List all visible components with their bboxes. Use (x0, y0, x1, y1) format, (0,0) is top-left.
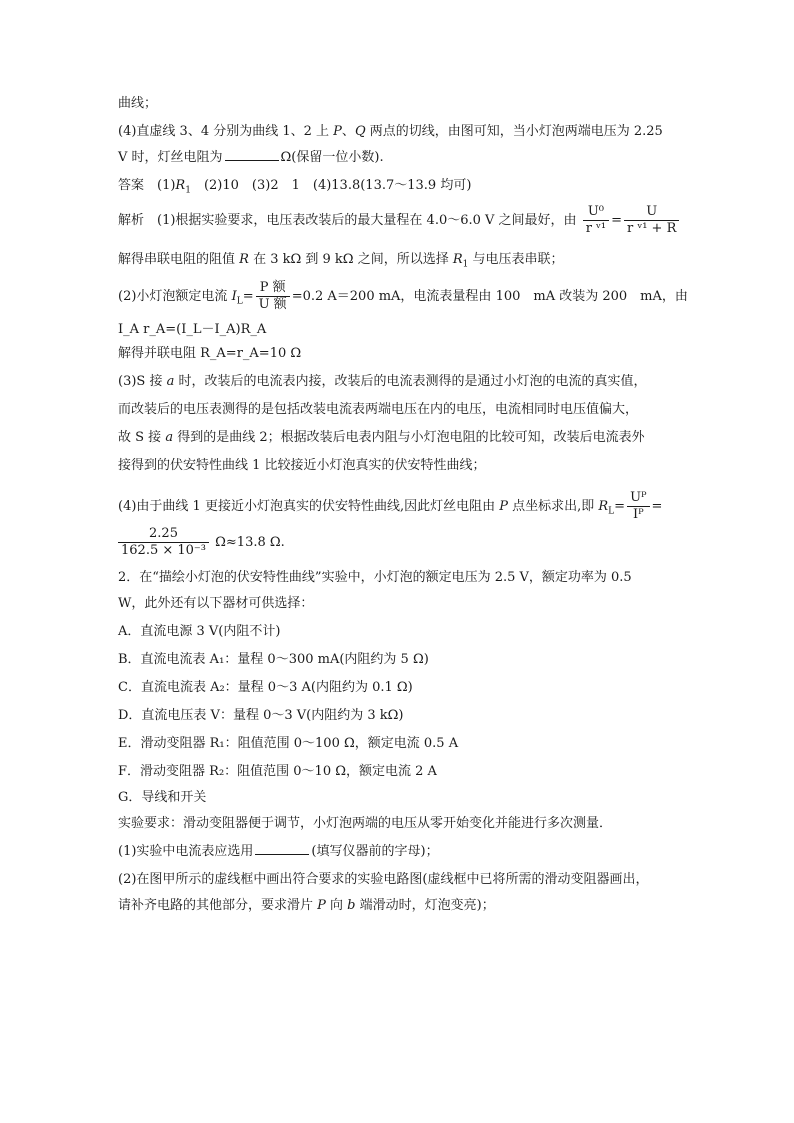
text-fragment: (2)在图甲所示的虚线框中画出符合要求的实验电路图(虚线框中已将所需的滑动变阻器画出， (118, 872, 649, 887)
subquestion-2 (118, 870, 649, 890)
subscript: 1 (185, 185, 191, 196)
text-fragment: 实验要求：滑动变阻器便于调节，小灯泡两端的电压从零开始变化并能进行多次测量． (118, 816, 613, 831)
variable: P (499, 499, 508, 514)
fraction-numerator: 2.25 (118, 526, 209, 543)
text-fragment: 答案 (1) (118, 178, 176, 193)
fraction-denominator: U 额 (258, 297, 287, 312)
text-fragment: 而改装后的电压表测得的是包括改装电流表两端电压在内的电压，电流相同时电压值偏大， (118, 402, 639, 417)
text-fragment: =0.2 A＝200 mA，电流表量程由 100 mA 改装为 200 mA，由 (291, 289, 688, 304)
text-line (118, 250, 564, 270)
option-d (118, 706, 403, 726)
text-fragment: = (242, 289, 254, 304)
variable: I (231, 289, 237, 304)
fraction-denominator: 162.5 × 10⁻³ (121, 543, 206, 558)
text-line (118, 526, 285, 559)
variable: R (239, 252, 249, 267)
text-line (118, 148, 384, 168)
option-text: A．直流电源 3 V(内阻不计) (118, 624, 281, 639)
text-fragment: (3)S 接 (118, 374, 167, 389)
question-line (118, 568, 632, 588)
option-text: G．导线和开关 (118, 790, 207, 805)
answer-blank (255, 842, 309, 855)
subscript: L (236, 296, 243, 307)
text-fragment: 故 S 接 (118, 430, 166, 445)
variable: R (175, 178, 186, 193)
fraction-numerator: Uᴾ (627, 490, 649, 507)
text-line (118, 204, 681, 237)
option-text: F．滑动变阻器 R₂：阻值范围 0～10 Ω，额定电流 2 A (118, 764, 437, 779)
fraction-denominator: r ᵛ¹ (585, 221, 607, 236)
text-fragment: 两点的切线，由图可知，当小灯泡两端电压为 2.25 (365, 124, 663, 139)
option-text: D．直流电压表 V：量程 0～3 V(内阻约为 3 kΩ) (118, 708, 404, 723)
subquestion-1 (118, 842, 439, 862)
equation: I_A r_A=(I_L－I_A)R_A (118, 322, 267, 337)
option-f (118, 762, 437, 782)
text-fragment: Ω(保留一位小数). (280, 150, 384, 165)
text-line (118, 372, 647, 392)
text-fragment: 点坐标求出,即 (507, 499, 599, 514)
text-fragment: 2．在“描绘小灯泡的伏安特性曲线”实验中，小灯泡的额定电压为 2.5 V，额定功率为 0.5 (118, 570, 632, 585)
text-fragment: 得到的是曲线 2；根据改装后电表内阻与小灯泡电阻的比较可知，改装后电流表外 (173, 430, 645, 445)
text-fragment: (2)10 (3)2 1 (4)13.8(13.7～13.9 均可) (190, 178, 472, 193)
text-fragment: 解得并联电阻 R_A=r_A=10 Ω (118, 346, 302, 361)
fraction-numerator: U (624, 204, 679, 221)
text-fragment: = (614, 499, 626, 514)
text-fragment: 曲线； (118, 96, 158, 111)
answer-line (118, 176, 471, 196)
option-text: E．滑动变阻器 R₁：阻值范围 0～100 Ω，额定电流 0.5 A (118, 736, 459, 751)
variable: b (347, 898, 356, 913)
variable: P (333, 124, 342, 139)
fraction (627, 490, 649, 523)
text-line (118, 94, 157, 114)
text-fragment: 端滑动时，灯泡变亮)； (355, 898, 495, 913)
text-line (118, 456, 486, 476)
fraction (624, 204, 679, 237)
text-fragment: 解得串联电阻的阻值 (118, 252, 240, 267)
text-line (118, 280, 688, 313)
text-fragment: 请补齐电路的其他部分，要求滑片 (118, 898, 318, 913)
text-line (118, 428, 645, 448)
fraction (118, 526, 209, 559)
variable: Q (354, 124, 366, 139)
variable: R (452, 252, 463, 267)
option-c (118, 678, 413, 698)
text-fragment: (4)直虚线 3、4 分别为曲线 1、2 上 (118, 124, 334, 139)
text-fragment: Ω≈13.8 Ω. (211, 535, 285, 550)
text-fragment: = (651, 499, 663, 514)
variable: R (598, 499, 609, 514)
subquestion-2-cont (118, 896, 495, 916)
text-fragment: (4)由于曲线 1 更接近小灯泡真实的伏安特性曲线,因此灯丝电阻由 (118, 499, 500, 514)
fraction-numerator: P 额 (256, 280, 290, 297)
subscript: L (608, 506, 615, 517)
text-fragment: 、 (341, 124, 355, 139)
text-fragment: (1)实验中电流表应选用 (118, 844, 254, 859)
text-fragment: V 时，灯丝电阻为 (118, 150, 223, 165)
text-fragment: 接得到的伏安特性曲线 1 比较接近小灯泡真实的伏安特性曲线； (118, 458, 486, 473)
requirement-line (118, 814, 612, 834)
option-e (118, 734, 458, 754)
fraction (256, 280, 290, 313)
text-line (118, 320, 266, 340)
text-fragment: = (611, 213, 623, 228)
text-fragment: 向 (325, 898, 348, 913)
fraction-denominator: Iᴾ (632, 507, 644, 522)
text-fragment: 时，改装后的电流表内接，改装后的电流表测得的是通过小灯泡的电流的真实值， (174, 374, 647, 389)
option-b (118, 650, 429, 670)
fraction-numerator: U⁰ (583, 204, 609, 221)
text-fragment: W，此外还有以下器材可供选择： (118, 596, 314, 611)
answer-blank (225, 148, 279, 161)
option-a (118, 622, 280, 642)
variable: a (165, 430, 174, 445)
text-fragment: (填写仪器前的字母)； (311, 844, 439, 859)
text-fragment: 解析 (1)根据实验要求，电压表改装后的最大量程在 4.0～6.0 V 之间最好，由 (118, 213, 577, 228)
option-text: C．直流电流表 A₂：量程 0～3 A(内阻约为 0.1 Ω) (118, 680, 413, 695)
fraction (583, 204, 609, 237)
text-line (118, 490, 662, 523)
option-g (118, 788, 206, 808)
text-line (118, 400, 638, 420)
variable: P (317, 898, 326, 913)
text-line (118, 344, 301, 364)
text-line (118, 122, 663, 142)
text-fragment: 在 3 kΩ 到 9 kΩ 之间，所以选择 (248, 252, 453, 267)
text-fragment: 与电压表串联； (468, 252, 564, 267)
option-text: B．直流电流表 A₁：量程 0～300 mA(内阻约为 5 Ω) (118, 652, 429, 667)
fraction-denominator: r ᵛ¹ + R (627, 221, 677, 236)
variable: a (166, 374, 175, 389)
subscript: 1 (462, 259, 469, 270)
text-fragment: (2)小灯泡额定电流 (118, 289, 232, 304)
question-line (118, 594, 313, 614)
